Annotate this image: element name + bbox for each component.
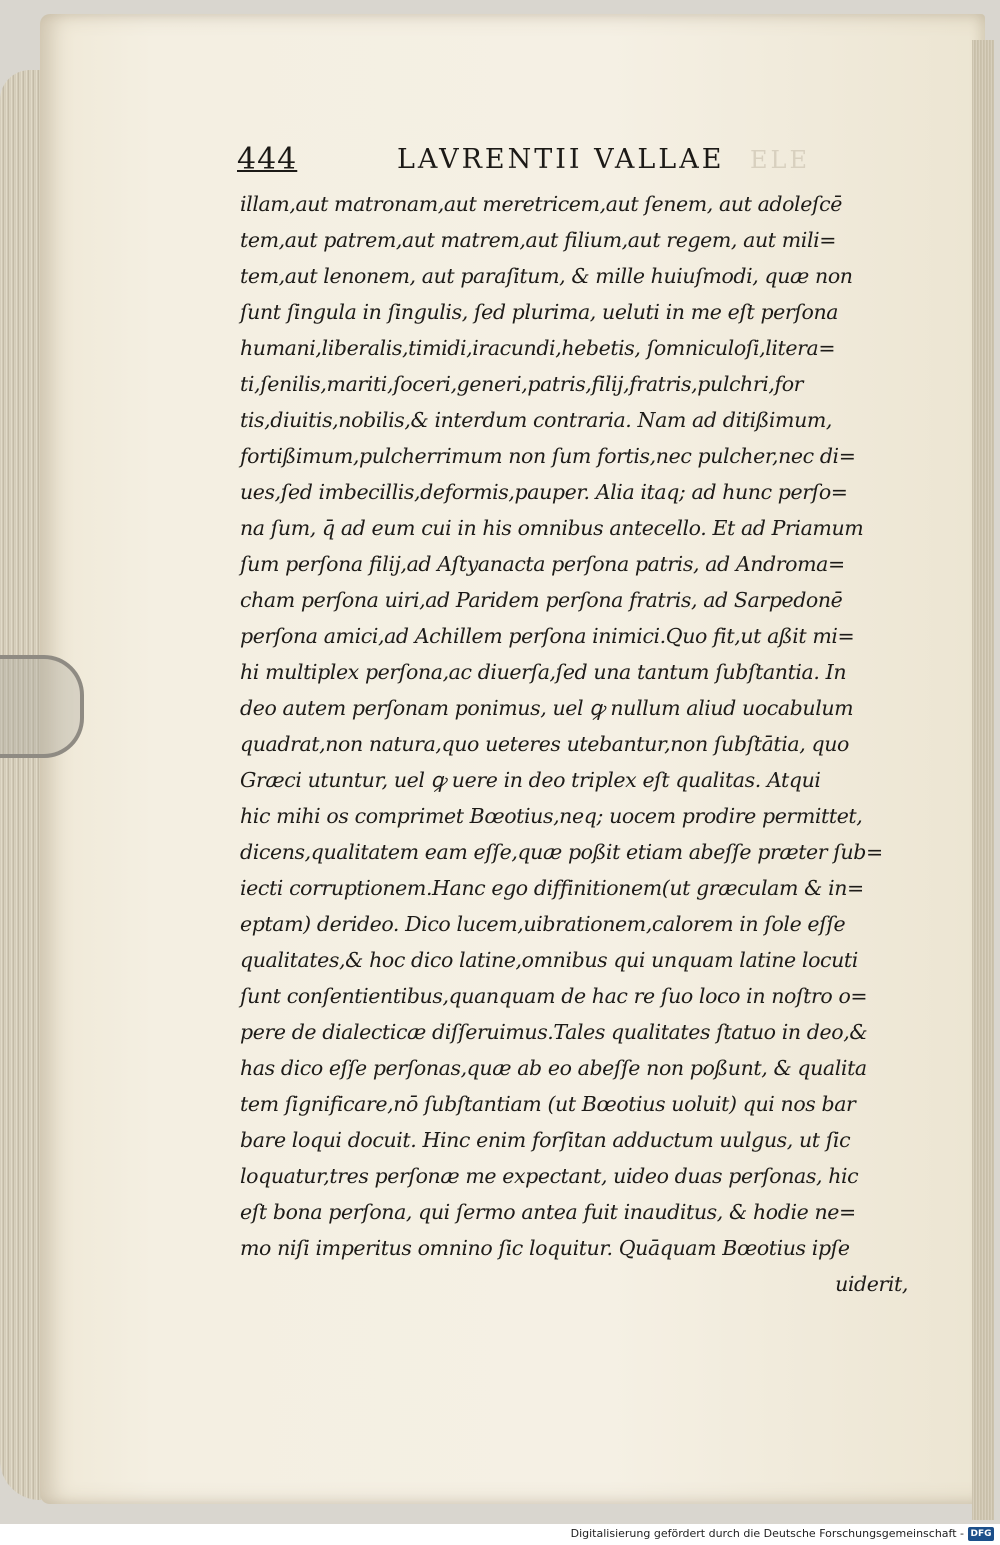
text-line: illam,aut matronam,aut meretricem,aut ſenem, aut adoleſcē (240, 192, 842, 216)
text-line: hi multiplex perſona,ac diuerſa,ſed una tantum ſubſtantia. In (240, 660, 847, 684)
text-line: perſona amici,ad Achillem perſona inimici.Quo fit,ut aßit mi= (240, 624, 855, 648)
text-line: pere de dialecticæ diſſeruimus.Tales qualitates ſtatuo in deo,& (240, 1020, 868, 1044)
text-line: ſunt conſentientibus,quanquam de hac re ſuo loco in noſtro o= (240, 984, 868, 1008)
text-line: tis,diuitis,nobilis,& interdum contraria. Nam ad ditißimum, (240, 408, 833, 432)
dfg-logo: DFG (968, 1527, 994, 1541)
text-line: bare loqui docuit. Hinc enim forſitan adductum uulgus, ut ſic (240, 1128, 851, 1152)
text-line: tem ſignificare,nō ſubſtantiam (ut Bœotius uoluit) qui nos bar (240, 1092, 856, 1116)
text-line: loquatur,tres perſonæ me expectant, uideo duas perſonas, hic (240, 1164, 859, 1188)
page-header (237, 140, 797, 180)
text-line: iecti corruptionem.Hanc ego diffinitionem(ut græculam & in= (240, 876, 864, 900)
text-line: qualitates,& hoc dico latine,omnibus qui unquam latine locuti (240, 948, 858, 972)
text-line: dicens,qualitatem eam eſſe,quæ poßit etiam abeſſe præter ſub= (240, 840, 883, 864)
text-line: eptam) derideo. Dico lucem,uibrationem,calorem in ſole eſſe (240, 912, 846, 936)
text-line: ues,ſed imbecillis,deformis,pauper. Alia itaq; ad hunc perſo= (240, 480, 848, 504)
digitization-footer (0, 1524, 1000, 1545)
page-number: 444 (237, 142, 298, 177)
text-line: Græci utuntur, uel ꝙ uere in deo triplex eſt qualitas. Atqui (240, 768, 821, 792)
page-fore-edge (972, 40, 994, 1520)
text-line: ti,ſenilis,mariti,ſoceri,generi,patris,filij,fratris,pulchri,for (240, 372, 804, 396)
body-text (240, 186, 908, 1302)
footer-credit: Digitalisierung gefördert durch die Deutsche Forschungsgemeinschaft - (570, 1527, 964, 1540)
text-line: has dico eſſe perſonas,quæ ab eo abeſſe non poßunt, & qualita (240, 1056, 867, 1080)
text-line: mo niſi imperitus omnino ſic loquitur. Quāquam Bœotius ipſe (240, 1236, 850, 1260)
text-line: tem,aut patrem,aut matrem,aut filium,aut regem, aut mili= (240, 228, 837, 252)
text-line: quadrat,non natura,quo ueteres utebantur,non ſubſtātia, quo (240, 732, 849, 756)
book-clip (0, 655, 84, 758)
text-line: hic mihi os comprimet Bœotius,neq; uocem prodire permittet, (240, 804, 863, 828)
text-line: ſum perſona filij,ad Aſtyanacta perſona patris, ad Androma= (240, 552, 845, 576)
text-line: ſunt ſingula in ſingulis, ſed plurima, ueluti in me eſt perſona (240, 300, 839, 324)
text-line: tem,aut lenonem, aut paraſitum, & mille huiuſmodi, quæ non (240, 264, 853, 288)
running-head: LAVRENTII VALLAE (397, 144, 725, 175)
bleed-through-text: ELE (750, 146, 810, 174)
text-line: humani,liberalis,timidi,iracundi,hebetis, ſomniculoſi,litera= (240, 336, 836, 360)
text-line: na ſum, q̄ ad eum cui in his omnibus antecello. Et ad Priamum (240, 516, 864, 540)
text-line: deo autem perſonam ponimus, uel ꝙ nullum aliud uocabulum (240, 696, 854, 720)
text-line: eſt bona perſona, qui ſermo antea fuit inauditus, & hodie ne= (240, 1200, 856, 1224)
text-line: fortißimum,pulcherrimum non ſum fortis,nec pulcher,nec di= (240, 444, 856, 468)
catchword: uiderit, (835, 1272, 908, 1296)
text-line: cham perſona uiri,ad Paridem perſona fratris, ad Sarpedonē (240, 588, 843, 612)
